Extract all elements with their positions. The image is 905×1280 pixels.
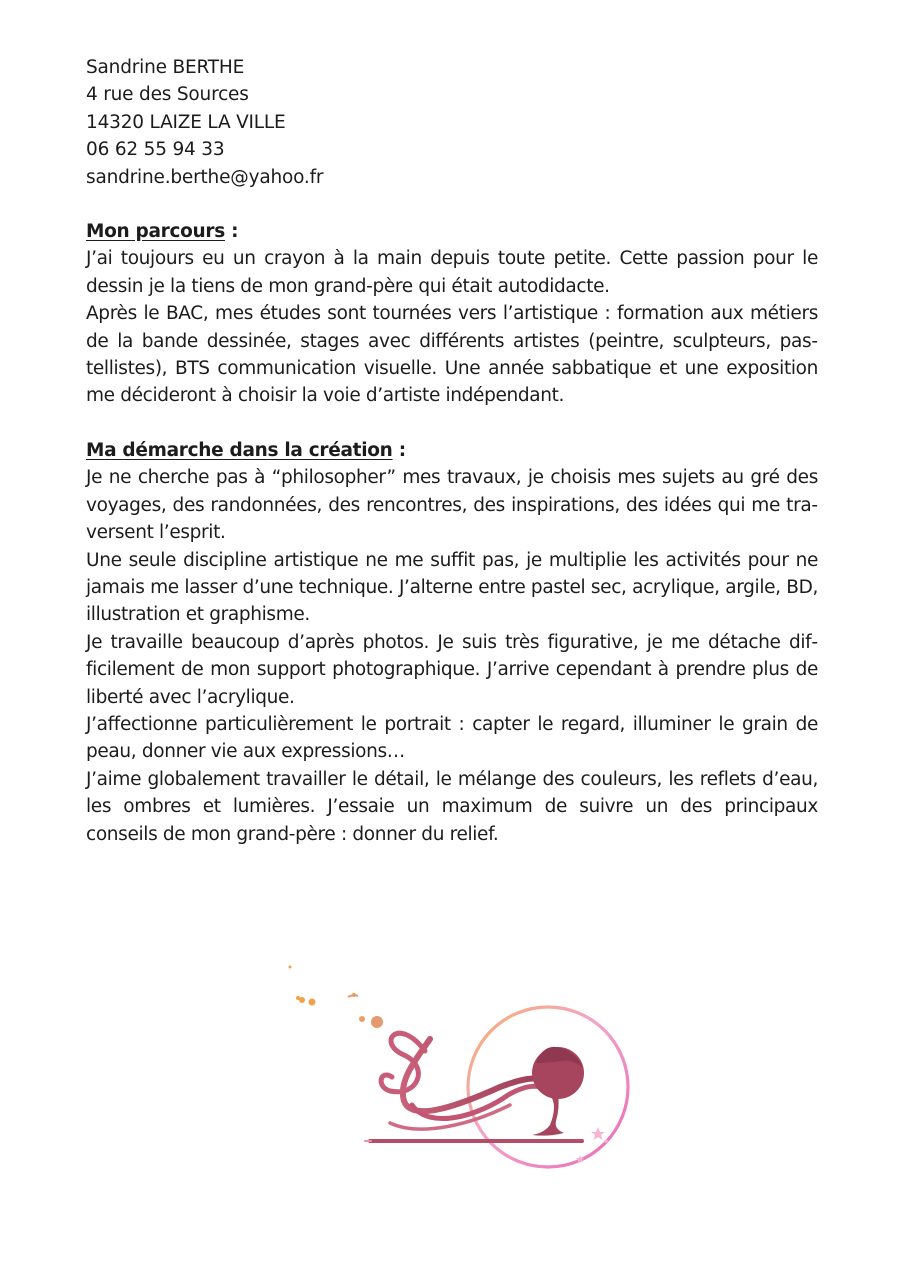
paragraph: Je ne cherche pas à “philosopher” mes travaux, je choisis mes sujets au gré des voyages, des randonnées, des rencontres, des inspirations, des idées qui me traversent l’esprit.: [86, 467, 818, 544]
paragraph: J’aime globalement travailler le détail, le mélange des couleurs, les reflets d’eau, les ombres et lumières. J’essaie un maximum de suivre un des principaux conseils de mon grand-père : donner du relief.: [86, 768, 818, 845]
section-title-suffix: :: [224, 221, 239, 243]
paragraph: J’ai toujours eu un crayon à la main depuis toute petite. Cette passion pour le dessin je la tiens de mon grand-père qui était autodidacte.: [86, 248, 818, 297]
section-demarche: [86, 437, 818, 848]
section-title: [86, 218, 818, 245]
paragraph: J’affectionne particulièrement le portrait : capter le regard, illuminer le grain de peau, donner vie aux expressions…: [86, 713, 818, 763]
paragraph: Après le BAC, mes études sont tournées vers l’artistique : formation aux métiers de la bande dessinée, stages avec différents artistes (peintre, sculpteurs, pastellistes), BTS communication visuelle. Une année sabbatique et une exposition me décideront à choisir la voie d’artiste indépendant.: [86, 303, 818, 407]
section-title-suffix: :: [392, 439, 406, 461]
paragraph: Je travaille beaucoup d’après photos. Je suis très figurative, je me détache difficilement de mon support photographique. J’arrive cependant à prendre plus de liberté avec l’acrylique.: [86, 631, 818, 708]
document-page: [86, 54, 818, 848]
contact-phone: 06 62 55 94 33: [86, 139, 225, 161]
contact-block: [86, 54, 818, 191]
contact-street: 4 rue des Sources: [86, 84, 249, 106]
paragraph: Une seule discipline artistique ne me suffit pas, je multiplie les activités pour ne jamais me lasser d’une technique. J’alterne entre pastel sec, acrylique, argile, BD, illustration et graphisme.: [86, 549, 818, 626]
section-title-text: Mon parcours: [86, 221, 225, 243]
section-title-text: Ma démarche dans la création: [86, 439, 393, 461]
artist-logo-icon: [280, 955, 640, 1185]
contact-city: 14320 LAIZE LA VILLE: [86, 111, 286, 133]
contact-email: sandrine.berthe@yahoo.fr: [86, 166, 324, 188]
section-parcours: [86, 218, 818, 410]
section-title: [86, 437, 818, 464]
contact-name: Sandrine BERTHE: [86, 57, 245, 78]
